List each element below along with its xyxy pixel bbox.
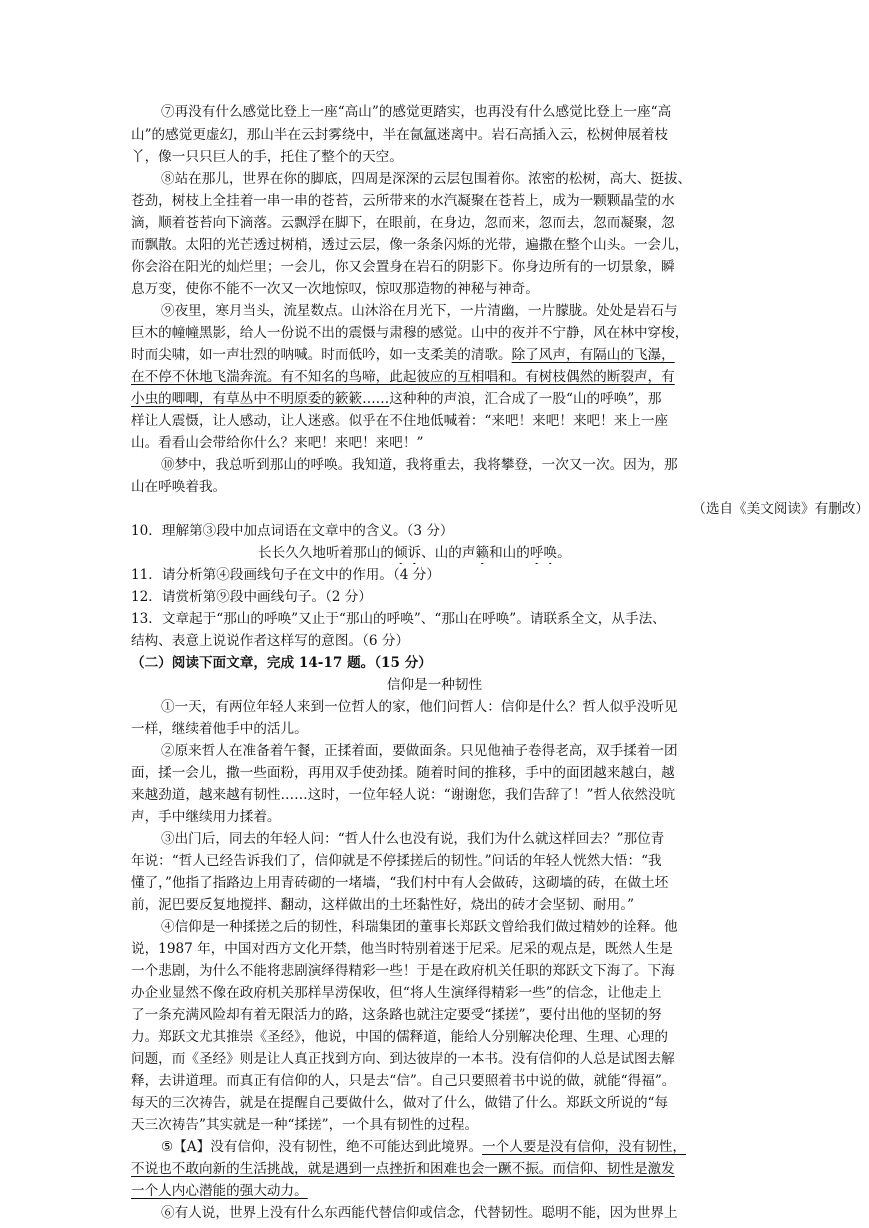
question-13-line-1: 13．文章起于“那山的呼唤”又止于“那山的呼唤”、“那山在呼唤”。请联系全文，从手法、 [131,611,666,627]
para9-line-1: ⑨夜里，寒月当头，流星数点。山沐浴在月光下，一片清幽，一片朦胧。处处是岩石与 [161,303,678,319]
underlined-sentence: 除了风声，有隔山的飞瀑， [511,347,675,363]
para10-line-2: 山在呼唤着我。 [131,479,227,495]
s2p4-line-6: 力。郑跃文尤其推崇《圣经》，他说，中国的儒释道，能给人分别解决伦理、生理、心理的 [131,1029,668,1045]
para8-line-1: ⑧站在那儿，世界在你的脚底，四周是深深的云层包围着你。浓密的松树，高大、挺拔、 [161,171,692,187]
para7-line-2: 山”的感觉更虚幻，那山半在云封雾绕中，半在氤氲迷离中。岩石高插入云，松树伸展着枝 [131,127,669,143]
para8-line-3: 滴，顺着苍苔向下滴落。云飘浮在脚下，在眼前，在身边，忽而来，忽而去，忽而凝聚，忽 [131,215,675,231]
s2p4-line-7: 问题，而《圣经》则是让人真正找到方向、到达彼岸的一本书。没有信仰的人总是试图去解 [131,1051,675,1067]
question-13-line-2: 结构、表意上说说作者这样写的意图。（6 分） [131,633,410,649]
s2p3-line-3: 懂了，”他指了指路边上用青砖砌的一堵墙，“我们村中有人会做砖，这砌墙的砖，在做土坯 [131,875,669,891]
s2p4-line-2: 说，1987 年，中国对西方文化开禁，他当时特别着迷于尼采。尼采的观点是，既然人生是 [131,941,673,957]
question-10: 10．理解第③段中加点词语在文章中的含义。（3 分） [131,523,454,539]
para8-line-4: 而飘散。太阳的光芒透过树梢，透过云层，像一条条闪烁的光带，遍撒在整个山头。一会儿， [131,237,689,253]
s2p2-line-1: ②原来哲人在准备着午餐，正揉着面，要做面条。只见他袖子卷得老高，双手揉着一团 [161,743,678,759]
para8-line-6: 息万变，使你不能不一次又一次地惊叹，惊叹那造物的神秘与神奇。 [131,281,539,297]
s2p2-line-2: 面，揉一会儿，撒一些面粉，再用双手使劲揉。随着时间的推移，手中的面团越来越白，越 [131,765,675,781]
s2p4-line-5: 了一条充满风险却有着无限活力的路，这条路也就注定要受“揉搓”，要付出他的坚韧的努 [131,1007,662,1023]
s2p4-line-8: 释，去讲道理。而真正有信仰的人，只是去“信”。自己只要照着书中说的做，就能“得福”。 [131,1073,676,1089]
underlined-sentence: 不说也不敢向新的生活挑战，就是遇到一点挫折和困难也会一蹶不振。而信仰、韧性是激发 [131,1161,675,1177]
para8-line-2: 苍劲，树枝上全挂着一串一串的苍苔，云所带来的水汽凝聚在苍苔上，成为一颗颗晶莹的水 [131,193,675,209]
underlined-sentence: 在不停不休地飞湍奔流。有不知名的鸟啼，此起彼应的互相唱和。有树枝偶然的断裂声，有 [131,369,675,385]
para9-line-2: 巨木的幢幢黑影，给人一份说不出的震慑与肃穆的感觉。山中的夜并不宁静，风在林中穿梭， [131,325,689,341]
s2p1-line-2: 一样，继续着他手中的活儿。 [131,721,308,737]
s2p1-line-1: ①一天，有两位年轻人来到一位哲人的家，他们问哲人：信仰是什么？哲人似乎没听见 [161,699,678,715]
para9-line-6: 样让人震慑，让人感动，让人迷惑。似乎在不住地低喊着：“来吧！来吧！来吧！来上一座 [131,413,669,429]
s2p4-line-10: 天三次祷告”其实就是一种“揉搓”，一个具有韧性的过程。 [131,1117,479,1133]
question-12: 12．请赏析第⑨段中画线句子。（2 分） [131,589,372,605]
question-10-phrase: 长长久久地听着那山的倾诉、山的声籁和山的呼唤。 [258,545,571,561]
s2p2-line-4: 声，手中继续用力揉着。 [131,809,281,825]
question-11: 11．请分析第④段画线句子在文中的作用。（4 分） [131,567,440,583]
para9-line-3: 时而尖啸，如一声壮烈的呐喊。时而低吟，如一支柔美的清歌。除了风声，有隔山的飞瀑， [131,347,675,363]
source-note: （选自《美文阅读》有删改） [692,501,869,517]
article-title: 信仰是一种韧性 [386,677,483,693]
s2p6-line-1: ⑥有人说，世界上没有什么东西能代替信仰或信念，代替韧性。聪明不能，因为世界上 [161,1205,678,1221]
para9-line-4 [0,366,869,388]
s2p3-line-2: 年说：“哲人已经告诉我们了，信仰就是不停揉搓后的韧性。”问话的年轻人恍然大悟：“我 [131,853,662,869]
para9-line-5: 小虫的唧唧，有草丛中不明原委的簌簌……这种种的声浪，汇合成了一股“山的呼唤”，那 [131,391,662,407]
para7-line-1: ⑦再没有什么感觉比登上一座“高山”的感觉更踏实，也再没有什么感觉比登上一座“高 [161,104,672,120]
underlined-sentence: 一个人要是没有信仰，没有韧性， [482,1139,686,1155]
s2p3-line-1: ③出门后，同去的年轻人问：“哲人什么也没有说，我们为什么就这样回去？”那位青 [161,831,665,847]
s2p3-line-4: 前，泥巴要反复地搅拌、翻动，这样做出的土坯黏性好，烧出的砖才会坚韧、耐用。” [131,897,635,913]
section-heading: （二）阅读下面文章，完成 14-17 题。（15 分） [131,655,432,671]
para8-line-5: 你会浴在阳光的灿烂里；一会儿，你又会置身在岩石的阴影下。你身边所有的一切景象，瞬 [131,259,675,275]
para10-line-1: ⑩梦中，我总听到那山的呼唤。我知道，我将重去，我将攀登，一次又一次。因为，那 [161,457,678,473]
s2p4-line-4: 办企业显然不像在政府机关那样旱涝保收，但“将人生演绎得精彩一些”的信念，让他走上 [131,985,662,1001]
underlined-sentence: 一个人内心潜能的强大动力。 [131,1183,308,1199]
para7-line-3: 丫，像一只只巨人的手，托住了整个的天空。 [131,149,403,165]
s2p5-line-2 [0,1158,869,1180]
s2p5-line-3 [0,1180,869,1202]
s2p5-line-1: ⑤【A】没有信仰，没有韧性，绝不可能达到此境界。一个人要是没有信仰，没有韧性， [161,1139,686,1155]
s2p2-line-3: 来越劲道，越来越有韧性……这时，一位年轻人说：“谢谢您，我们告辞了！”哲人依然没吭 [131,787,676,803]
s2p4-line-1: ④信仰是一种揉搓之后的韧性，科瑞集团的董事长郑跃文曾给我们做过精妙的诠释。他 [161,919,678,935]
s2p4-line-3: 一个悲剧，为什么不能将悲剧演绎得精彩一些！于是在政府机关任职的郑跃文下海了。下海 [131,963,675,979]
s2p4-line-9: 每天的三次祷告，就是在提醒自己要做什么，做对了什么，做错了什么。郑跃文所说的“每 [131,1095,669,1111]
underlined-sentence: 小虫的唧唧，有草丛中不明原委的簌簌…… [131,391,390,407]
para9-line-7: 山。看看山会带给你什么？来吧！来吧！来吧！” [131,435,424,451]
